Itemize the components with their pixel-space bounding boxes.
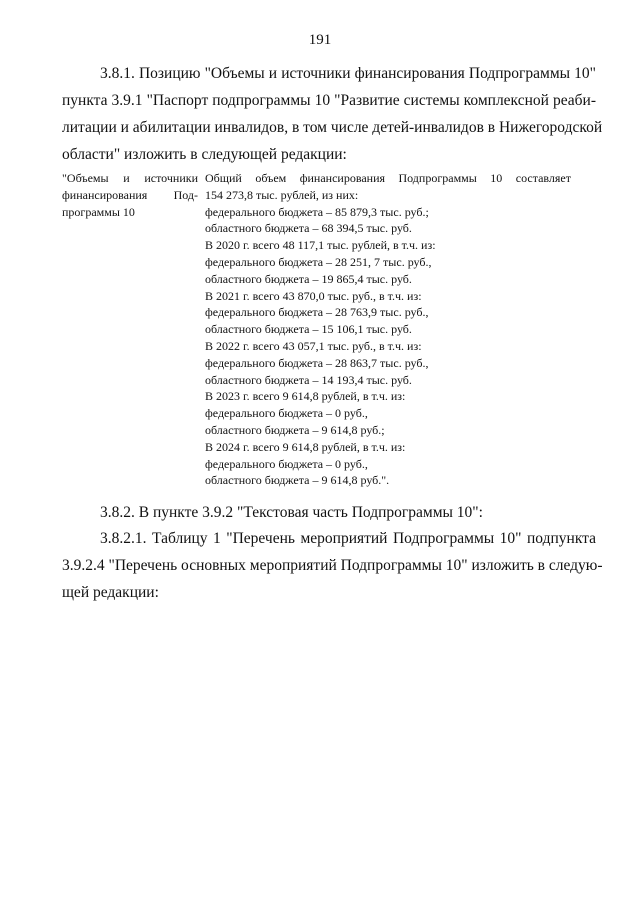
paragraph-line: щей редакции: [62,584,159,601]
passport-content-line: 154 273,8 тыс. рублей, из них: [205,187,359,202]
passport-content-line: В 2022 г. всего 43 057,1 тыс. руб., в т.ч. из: [205,338,422,353]
paragraph-line: литации и абилитации инвалидов, в том числе детей-инвалидов в Нижегородской [62,119,603,136]
passport-content-line: областного бюджета – 19 865,4 тыс. руб. [205,271,412,286]
passport-content-cell [205,170,571,489]
passport-content-line: В 2021 г. всего 43 870,0 тыс. руб., в т.ч. из: [205,288,422,303]
page-number: 191 [308,32,332,48]
passport-content-line: федерального бюджета – 28 251, 7 тыс. руб., [205,254,432,269]
paragraph-3-8-1 [62,60,603,168]
passport-label-line: программы 10 [62,204,135,219]
paragraph-line: области" изложить в следующей редакции: [62,146,347,163]
passport-label-line: "Объемы и источники [62,171,198,185]
paragraph-3-8-2 [62,499,596,526]
passport-content-line: федерального бюджета – 0 руб., [205,456,368,471]
paragraph-line: 3.9.2.4 "Перечень основных мероприятий Подпрограммы 10" изложить в следую- [62,557,603,574]
paragraph-line: 3.8.1. Позицию "Объемы и источники финансирования Подпрограммы 10" [100,65,596,82]
passport-content-line: В 2024 г. всего 9 614,8 рублей, в т.ч. из: [205,439,406,454]
passport-content-line: областного бюджета – 9 614,8 руб.; [205,422,385,437]
paragraph-line: 3.8.2.1. Таблицу 1 "Перечень мероприятий Подпрограммы 10" подпункта [100,530,596,547]
passport-content-line: федерального бюджета – 28 763,9 тыс. руб., [205,305,429,320]
passport-label-cell [62,170,198,220]
passport-content-line: областного бюджета – 14 193,4 тыс. руб. [205,372,412,387]
passport-content-line: В 2023 г. всего 9 614,8 рублей, в т.ч. из: [205,389,406,404]
passport-content-line: областного бюджета – 9 614,8 руб.". [205,473,390,488]
passport-content-line: областного бюджета – 15 106,1 тыс. руб. [205,322,412,337]
passport-content-line: федерального бюджета – 0 руб., [205,406,368,421]
paragraph-3-8-2-1 [62,525,603,606]
passport-content-line: федерального бюджета – 28 863,7 тыс. руб., [205,355,429,370]
passport-content-line: Общий объем финансирования Подпрограммы 10 составляет [205,171,571,185]
passport-content-line: федерального бюджета – 85 879,3 тыс. руб.; [205,204,429,219]
paragraph-line: пункта 3.9.1 "Паспорт подпрограммы 10 "Развитие системы комплексной реаби- [62,92,596,109]
passport-label-line: финансирования Под- [62,187,198,202]
paragraph-line: 3.8.2. В пункте 3.9.2 "Текстовая часть Подпрограммы 10": [100,504,483,521]
passport-content-line: областного бюджета – 68 394,5 тыс. руб. [205,221,412,236]
passport-content-line: В 2020 г. всего 48 117,1 тыс. рублей, в т.ч. из: [205,238,436,253]
